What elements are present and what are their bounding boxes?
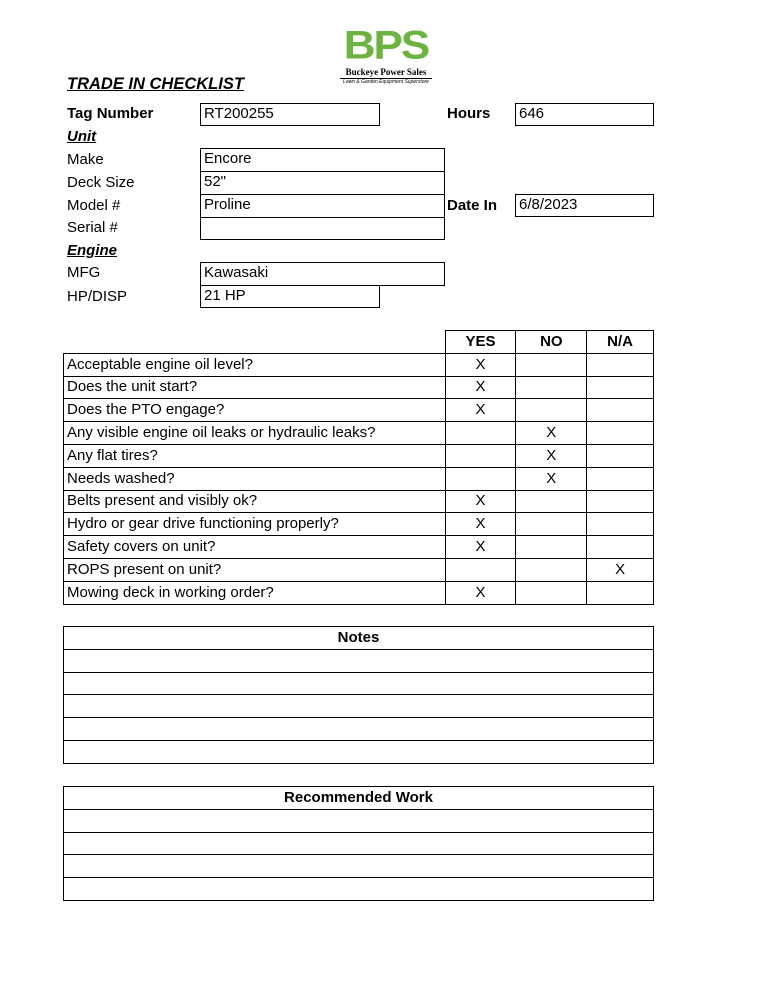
- checklist-no-cell[interactable]: [516, 558, 587, 581]
- checklist-na-cell[interactable]: [587, 467, 654, 490]
- logo-tagline: Lawn & Garden Equipment Superstore: [343, 79, 429, 85]
- checklist-yes-cell[interactable]: [445, 558, 516, 581]
- recommended-work-header: Recommended Work: [64, 787, 654, 810]
- make-field[interactable]: Encore: [200, 148, 445, 172]
- checklist-row: [64, 376, 654, 399]
- notes-line[interactable]: [64, 740, 654, 763]
- checklist-na-cell[interactable]: [587, 399, 654, 422]
- checklist-na-cell[interactable]: [587, 490, 654, 513]
- checklist-no-cell[interactable]: X: [516, 444, 587, 467]
- checklist-yes-cell[interactable]: [445, 422, 516, 445]
- model-label: Model #: [67, 197, 121, 214]
- serial-label: Serial #: [67, 219, 118, 236]
- notes-line[interactable]: [64, 672, 654, 695]
- column-header-na: N/A: [587, 331, 654, 354]
- checklist-question: Safety covers on unit?: [64, 536, 446, 559]
- checklist-question: Mowing deck in working order?: [64, 581, 446, 604]
- notes-table: [63, 626, 654, 764]
- checklist-no-cell[interactable]: [516, 353, 587, 376]
- checklist-row: [64, 422, 654, 445]
- checklist-na-cell[interactable]: [587, 444, 654, 467]
- checklist-yes-cell[interactable]: X: [445, 399, 516, 422]
- checklist-no-cell[interactable]: [516, 581, 587, 604]
- checklist-no-cell[interactable]: [516, 376, 587, 399]
- checklist-no-cell[interactable]: [516, 490, 587, 513]
- mfg-field[interactable]: Kawasaki: [200, 262, 445, 286]
- checklist-na-cell[interactable]: [587, 513, 654, 536]
- recommended-work-table: [63, 786, 654, 901]
- hours-field[interactable]: 646: [515, 103, 654, 126]
- checklist-no-cell[interactable]: X: [516, 422, 587, 445]
- checklist-row: [64, 513, 654, 536]
- checklist-question: Belts present and visibly ok?: [64, 490, 446, 513]
- checklist-header-row: [64, 331, 654, 354]
- checklist-row: [64, 399, 654, 422]
- engine-section-label: Engine: [67, 242, 118, 259]
- checklist-question: Any visible engine oil leaks or hydraulic leaks?: [64, 422, 446, 445]
- unit-section-label: Unit: [67, 128, 97, 145]
- checklist-row: [64, 490, 654, 513]
- column-header-yes: YES: [445, 331, 516, 354]
- notes-line[interactable]: [64, 649, 654, 672]
- notes-line[interactable]: [64, 695, 654, 718]
- recommended-work-line[interactable]: [64, 855, 654, 878]
- recommended-work-line[interactable]: [64, 809, 654, 832]
- checklist-row: [64, 536, 654, 559]
- column-header-no: NO: [516, 331, 587, 354]
- page-title: TRADE IN CHECKLIST: [67, 75, 244, 93]
- model-field[interactable]: Proline: [200, 194, 445, 218]
- notes-header: Notes: [64, 627, 654, 650]
- checklist-yes-cell[interactable]: X: [445, 376, 516, 399]
- checklist-row: [64, 353, 654, 376]
- checklist-yes-cell[interactable]: X: [445, 581, 516, 604]
- checklist-no-cell[interactable]: [516, 536, 587, 559]
- checklist-na-cell[interactable]: [587, 536, 654, 559]
- checklist-question: Needs washed?: [64, 467, 446, 490]
- tag-number-field[interactable]: RT200255: [200, 103, 380, 126]
- checklist-yes-cell[interactable]: X: [445, 353, 516, 376]
- checklist-row: [64, 467, 654, 490]
- checklist-na-cell[interactable]: X: [587, 558, 654, 581]
- checklist-no-cell[interactable]: X: [516, 467, 587, 490]
- checklist-no-cell[interactable]: [516, 513, 587, 536]
- checklist-na-cell[interactable]: [587, 581, 654, 604]
- checklist-no-cell[interactable]: [516, 399, 587, 422]
- date-in-field[interactable]: 6/8/2023: [515, 194, 654, 217]
- checklist-na-cell[interactable]: [587, 376, 654, 399]
- hp-disp-field[interactable]: 21 HP: [200, 285, 380, 308]
- deck-size-label: Deck Size: [67, 174, 135, 191]
- checklist-yes-cell[interactable]: X: [445, 513, 516, 536]
- checklist-question: Any flat tires?: [64, 444, 446, 467]
- checklist-question: Acceptable engine oil level?: [64, 353, 446, 376]
- company-logo: [336, 23, 436, 88]
- checklist-question: Does the unit start?: [64, 376, 446, 399]
- recommended-work-line[interactable]: [64, 878, 654, 901]
- serial-field[interactable]: [200, 217, 445, 240]
- checklist-yes-cell[interactable]: X: [445, 490, 516, 513]
- checklist-row: [64, 558, 654, 581]
- logo-company-name: Buckeye Power Sales: [345, 67, 427, 77]
- checklist-question: Does the PTO engage?: [64, 399, 446, 422]
- recommended-work-line[interactable]: [64, 832, 654, 855]
- logo-mark: BPS: [343, 23, 429, 68]
- checklist-yes-cell[interactable]: X: [445, 536, 516, 559]
- tag-number-label: Tag Number: [67, 105, 154, 122]
- checklist-header-blank: [64, 331, 446, 354]
- checklist-question: ROPS present on unit?: [64, 558, 446, 581]
- checklist-table: [63, 330, 654, 605]
- hp-disp-label: HP/DISP: [67, 288, 128, 305]
- date-in-label: Date In: [447, 197, 498, 214]
- make-label: Make: [67, 151, 104, 168]
- deck-size-field[interactable]: 52": [200, 171, 445, 195]
- notes-line[interactable]: [64, 718, 654, 741]
- checklist-na-cell[interactable]: [587, 422, 654, 445]
- checklist-yes-cell[interactable]: [445, 444, 516, 467]
- checklist-row: [64, 444, 654, 467]
- mfg-label: MFG: [67, 264, 101, 281]
- checklist-yes-cell[interactable]: [445, 467, 516, 490]
- checklist-row: [64, 581, 654, 604]
- checklist-question: Hydro or gear drive functioning properly?: [64, 513, 446, 536]
- checklist-na-cell[interactable]: [587, 353, 654, 376]
- hours-label: Hours: [447, 105, 491, 122]
